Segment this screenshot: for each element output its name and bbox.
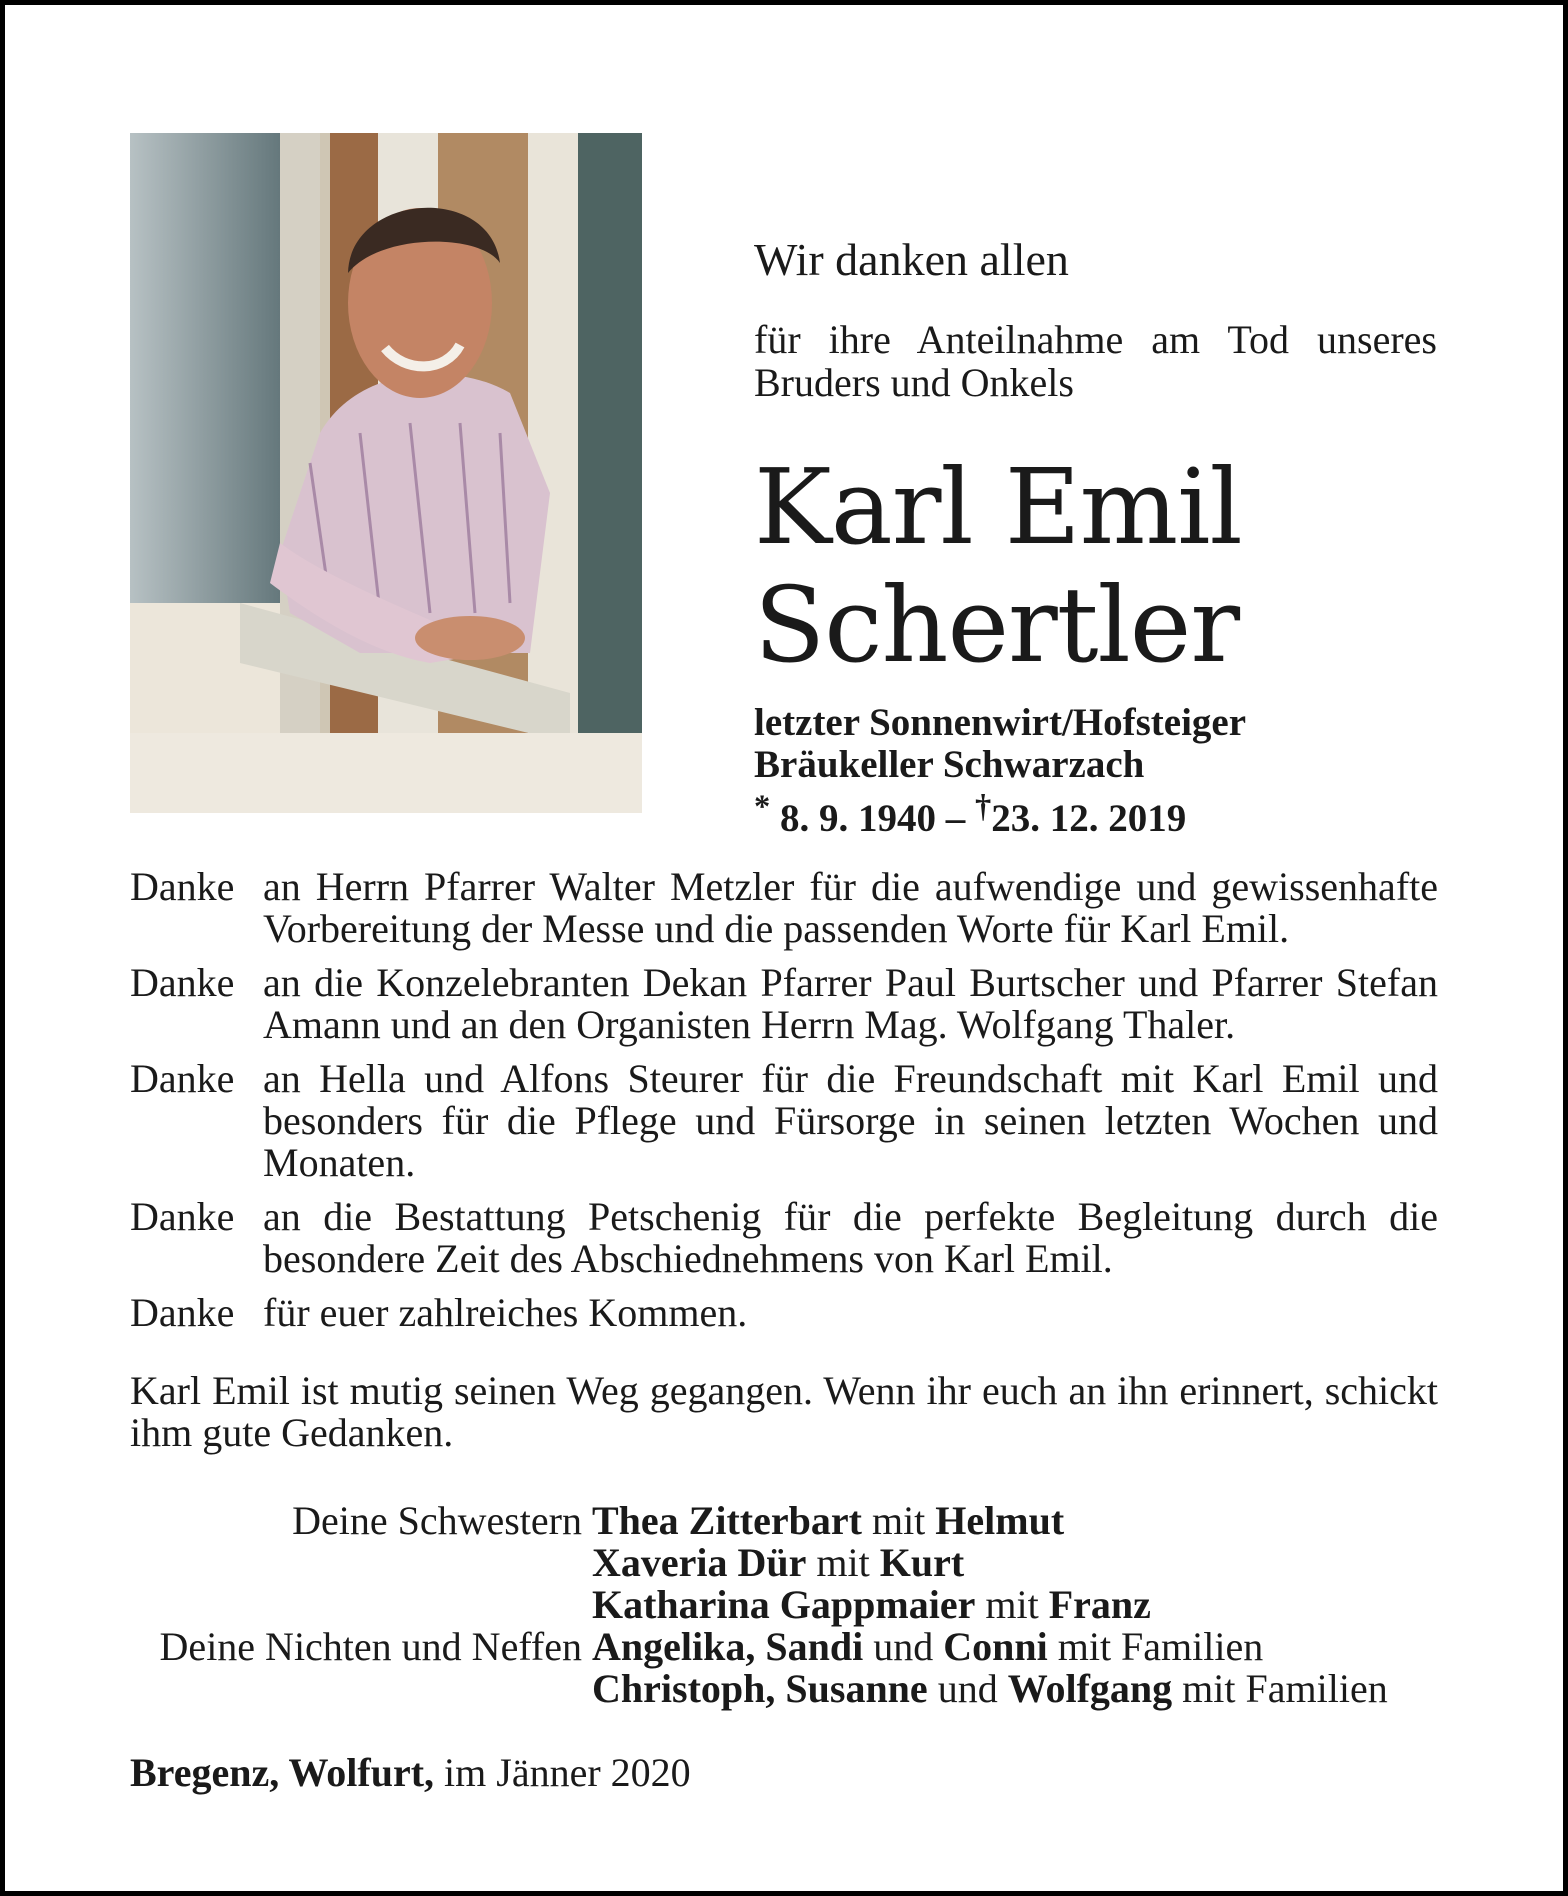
portrait-photo: [130, 133, 642, 813]
date-dash: –: [945, 797, 966, 840]
connector: und: [873, 1624, 934, 1669]
sisters-label: Deine Schwestern: [292, 1498, 582, 1543]
signer-name: Wolfgang: [1007, 1666, 1173, 1711]
signature-row: [130, 1542, 1438, 1584]
signer-name: Xaveria Dür: [592, 1540, 807, 1585]
signer-name: Kurt: [879, 1540, 965, 1585]
thanks-text: an die Bestattung Petschenig für die perfekte Begleitung durch die besondere Zeit des Abschiednehmens von Karl Emil.: [263, 1194, 1438, 1281]
thanks-row: [130, 1292, 1438, 1334]
signature-names: [592, 1542, 1438, 1584]
thanks-row: [130, 962, 1438, 1046]
thanks-text: für euer zahlreiches Kommen.: [263, 1290, 748, 1335]
signer-name: Helmut: [935, 1498, 1065, 1543]
deceased-name: [754, 448, 1437, 684]
connector: mit: [871, 1498, 926, 1543]
signer-name: Angelika, Sandi: [592, 1624, 864, 1669]
thanks-row: [130, 1196, 1438, 1280]
signature-names: [592, 1500, 1438, 1542]
thanks-heading: Wir danken allen: [754, 234, 1069, 285]
role-and-dates: [754, 702, 1437, 840]
place-and-date: [130, 1752, 691, 1794]
life-dates: [754, 786, 1437, 840]
empty-label: [130, 1584, 592, 1626]
signatures: [130, 1500, 1438, 1710]
empty-label: [130, 1668, 592, 1710]
signer-name: Thea Zitterbart: [592, 1498, 862, 1543]
thanks-text: an Herrn Pfarrer Walter Metzler für die aufwendige und gewissenhafte Vorbereitung der Messe und die passenden Worte für Karl Emil.: [263, 864, 1438, 951]
signature-names: [592, 1668, 1438, 1710]
thanks-label: Danke: [130, 864, 235, 909]
thanks-list: [130, 866, 1438, 1346]
signature-names: [592, 1584, 1438, 1626]
thanks-text: an Hella und Alfons Steurer für die Freundschaft mit Karl Emil und besonders für die Pflege und Fürsorge in seinen letzten Wochen und Monaten.: [263, 1056, 1438, 1185]
name-line-1: Karl Emil: [754, 446, 1242, 568]
signer-name: Christoph, Susanne: [592, 1666, 928, 1711]
thanks-label: Danke: [130, 960, 235, 1005]
connector: und: [937, 1666, 998, 1711]
nieces-label: Deine Nichten und Neffen: [159, 1624, 582, 1669]
name-line-2: Schertler: [754, 564, 1240, 686]
signer-name: Katharina Gappmaier: [592, 1582, 976, 1627]
suffix: mit Familien: [1182, 1666, 1388, 1711]
thanks-label: Danke: [130, 1056, 235, 1101]
role-line-1: letzter Sonnenwirt/Hofsteiger: [754, 701, 1247, 744]
closing-text: Karl Emil ist mutig seinen Weg gegangen. Wenn ihr euch an ihn erinnert, schickt ihm gute Gedanken.: [130, 1368, 1438, 1455]
thanks-row: [130, 866, 1438, 950]
signature-names: [592, 1626, 1438, 1668]
death-symbol: †: [975, 789, 992, 825]
suffix: mit Familien: [1057, 1624, 1264, 1669]
thanks-text: an die Konzelebranten Dekan Pfarrer Paul Burtscher und Pfarrer Stefan Amann und an den Organisten Herrn Mag. Wolfgang Thaler.: [263, 960, 1438, 1047]
death-date: 23. 12. 2019: [991, 797, 1187, 840]
role-line-2: Bräukeller Schwarzach: [754, 743, 1145, 786]
thanks-label: Danke: [130, 1194, 235, 1239]
header-block: [754, 232, 1437, 840]
place-date: im Jänner 2020: [444, 1750, 691, 1795]
place-towns: Bregenz, Wolfurt,: [130, 1750, 435, 1795]
signer-name: Franz: [1048, 1582, 1151, 1627]
signature-row: [130, 1626, 1438, 1668]
intro-text: für ihre Anteilnahme am Tod unseres Bruders und Onkels: [754, 317, 1437, 405]
thanks-row: [130, 1058, 1438, 1184]
signer-name: Conni: [943, 1624, 1048, 1669]
thanks-label: Danke: [130, 1290, 235, 1335]
signature-row: [130, 1668, 1438, 1710]
signature-row: [130, 1584, 1438, 1626]
birth-symbol: *: [754, 789, 771, 825]
connector: mit: [985, 1582, 1039, 1627]
empty-label: [130, 1542, 592, 1584]
connector: mit: [816, 1540, 870, 1585]
birth-date: 8. 9. 1940: [780, 797, 936, 840]
signature-row: [130, 1500, 1438, 1542]
